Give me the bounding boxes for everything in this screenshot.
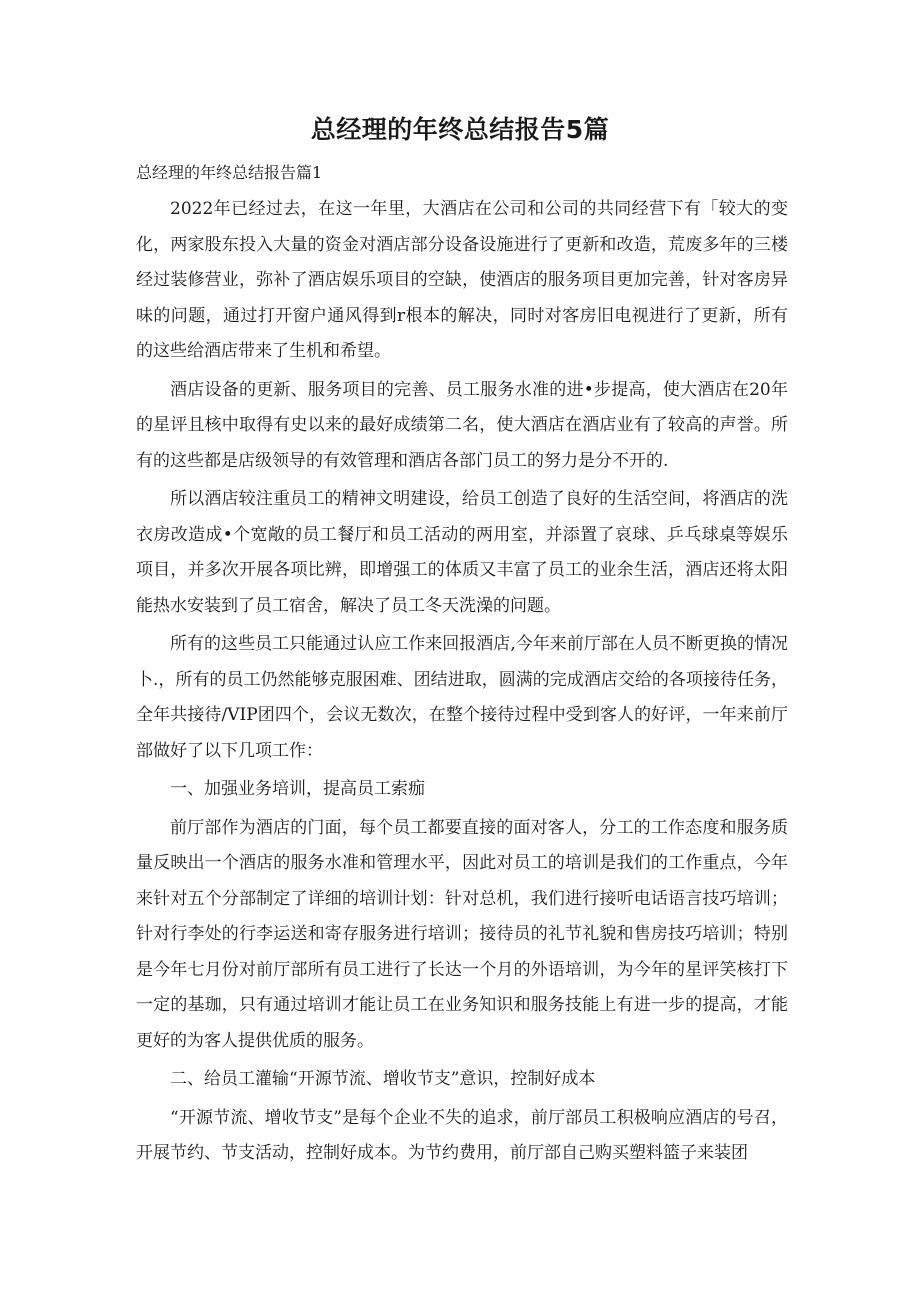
paragraph: 所有的这些员工只能通过认应工作来回报酒店,今年来前厅部在人员不断更换的情况卜.，所有的员工仍然能够克服困难、团结进取，圆满的完成酒店交给的各项接待任务，全年共接待/VIP团四个，会议无数次，在整个接待过程中受到客人的好评，一年来前厅部做好了以下几项工作： [136,634,788,761]
section-heading: 二、给员工灌输“开源节流、增收节支”意识，控制好成本 [170,1069,596,1089]
document-body [136,192,788,1175]
paragraph: 所以酒店较注重员工的精神文明建设，给员工创造了良好的生活空间，将酒店的洗衣房改造成•个宽敞的员工餐厅和员工活动的两用室，并添置了哀球、乒乓球桌等娱乐项目，并多次开展各项比辨，即增强工的体质又丰富了员工的业余生活，酒店还将太阳能热水安装到了员工宿舍，解决了员工冬天洗澡的问题。 [136,489,788,616]
paragraph: “开源节流、增收节支”是每个企业不失的追求，前厅部员工积极响应酒店的号召，开展节约、节支活动，控制好成本。为节约费用，前厅部自己购买塑料篮子来装团 [136,1107,788,1163]
paragraph: 前厅部作为酒店的门面，每个员工都要直接的面对客人，分工的工作态度和服务质量反映出一个酒店的服务水准和管理水平，因此对员工的培训是我们的工作重点，今年来针对五个分部制定了详细的培训计划：针对总机，我们进行接听电话语言技巧培训；针对行李处的行李运送和寄存服务进行培训；接待员的礼节礼貌和售房技巧培训；特别是今年七月份对前厅部所有员工进行了长达一个月的外语培训，为今年的星评笑核打下一定的基珈，只有通过培训才能让员工在业务知识和服务技能上有进一步的提高，才能更好的为客人提供优质的服务。 [136,817,788,1051]
document-title: 总经理的年终总结报告5篇 [310,115,610,144]
paragraph: 2022年已经过去，在这一年里，大酒店在公司和公司的共同经营下有「较大的变化，两家股东投入大量的资金对酒店部分设备设施进行了更新和改造，荒废多年的三楼经过装修营业，弥补了酒店娱乐项目的空缺，使酒店的服务项目更加完善，针对客房异味的问题，通过打开窗户通风得到r根本的解决，同时对客房旧电视进行了更新，所有的这些给酒店带来了生机和希望。 [136,199,788,361]
paragraph: 酒店设备的更新、服务项目的完善、员工服务水准的进•步提高，使大酒店在20年的星评且核中取得有史以来的最好成绩第二名，使大酒店在酒店业有了较高的声誉。所有的这些都是店级领导的有效管理和酒店各部门员工的努力是分不开的. [136,379,788,471]
section-subtitle: 总经理的年终总结报告篇1 [136,163,323,182]
section-heading: 一、加强业务培训，提高员工索痂 [170,779,425,799]
